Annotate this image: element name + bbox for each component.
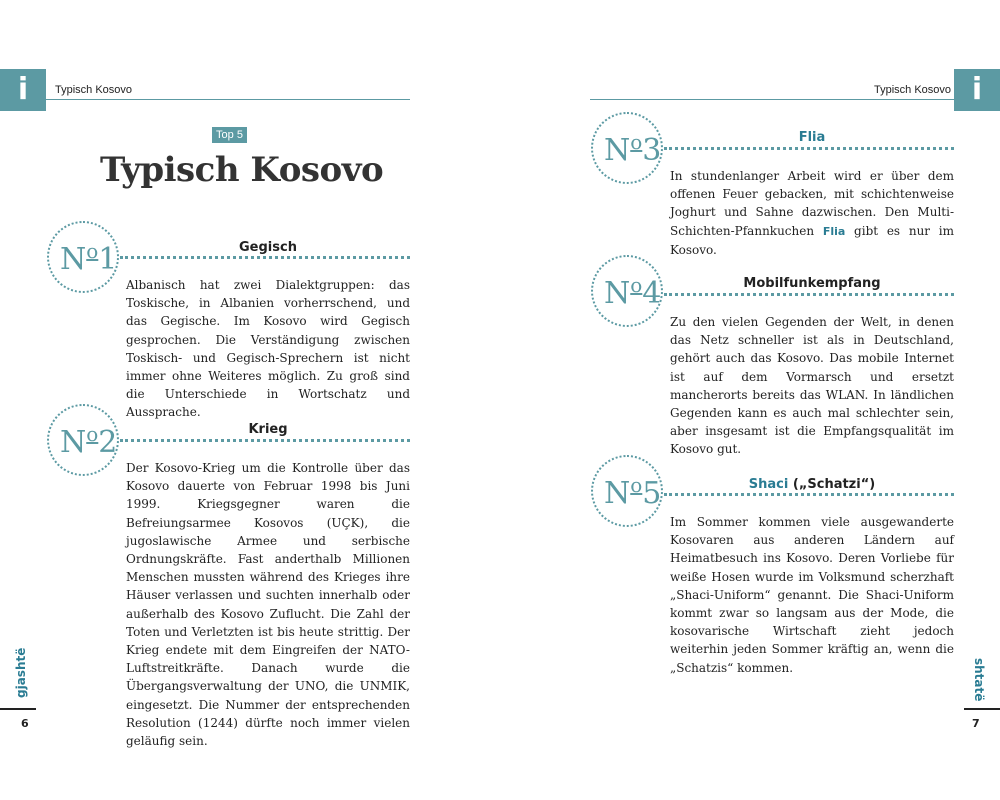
highlight-term: Flia <box>822 224 846 238</box>
right-footer-rule <box>964 708 1000 710</box>
section-number: $N^o4$ <box>604 273 662 311</box>
section-text: Zu den vielen Gegenden der Welt, in denen das Netz schneller ist als in Deutschland, gehört auch das Kosovo. Das mobile Internet ist auf dem Vormarsch und ersetzt mancherorts bereits das WLAN. In ländlichen Gegenden kann es auch mal schlechter sein, aber insgesamt ist die Empfangsqualität im Kosovo gut. <box>670 315 954 457</box>
section-title: Gegisch <box>239 240 297 255</box>
right-page-number: 7 <box>972 717 980 730</box>
info-icon-right: i <box>954 69 1000 111</box>
dotted-rule <box>120 256 410 259</box>
left-page-number: 6 <box>21 717 29 730</box>
section-number: $N^o2$ <box>60 422 118 460</box>
page-title: Typisch Kosovo <box>100 150 384 190</box>
dotted-rule <box>664 293 954 296</box>
section-number: $N^o1$ <box>60 239 118 277</box>
left-header-rule <box>46 99 410 100</box>
dotted-rule <box>120 439 410 442</box>
dotted-rule <box>664 147 954 150</box>
section-title: Flia <box>798 130 826 145</box>
section-text: Im Sommer kommen viele ausgewanderte Kosovaren aus anderen Ländern auf Heimatbesuch ins Kosovo. Deren Vorliebe für weiße Hosen wurde im Volksmund scherzhaft „Shaci-Uniform“ genannt. Die Shaci-Uniform kommt zwar so langsam aus der Mode, die kosovarische Wirtschaft zieht jedoch weiterhin jeden Sommer kräftig an, wenn die „Schatzis“ kommen. <box>670 515 954 675</box>
dotted-rule <box>664 493 954 496</box>
left-footer-rule <box>0 708 36 710</box>
top5-badge: Top 5 <box>212 127 247 143</box>
section-title: Shaci („Schatzi“) <box>748 477 876 492</box>
section-text: Albanisch hat zwei Dialektgruppen: das Toskische, in Albanien vorherrschend, und das Gegische. Im Kosovo wird Gegisch gesprochen. Die Verständigung zwischen Toskisch- und Gegisch-Sprechern ist nicht immer ohne Weiteres möglich. Zu groß sind die Unterschiede in Wortschatz und Aussprache. <box>126 278 410 420</box>
left-running-title: Typisch Kosovo <box>55 84 133 96</box>
section-text: Der Kosovo-Krieg um die Kontrolle über das Kosovo dauerte von Februar 1998 bis Juni 1999. Kriegsgegner waren die Befreiungsarmee Kosovos (UÇK), die jugoslawische Armee und serbische Ordnungskräfte. Fast anderthalb Millionen Menschen mussten während des Krieges ihre Häuser verlassen und suchten innerhalb oder außerhalb des Kosovo Zuflucht. Die Zahl der Toten und Verletzten ist bis heute strittig. Der Krieg endete mit dem Eingreifen der NATO-Luftstreitkräfte. Danach wurde die Übergangsverwaltung der UNO, die UNMIK, eingesetzt. Die Nummer der entsprechenden Resolution (1244) dürfte noch immer vielen geläufig sein. <box>126 461 410 749</box>
section-number: $N^o5$ <box>604 473 662 511</box>
right-running-title: Typisch Kosovo <box>874 84 952 96</box>
left-side-word: gjashtë <box>14 647 28 698</box>
right-header-rule <box>590 99 954 100</box>
info-icon: i <box>0 69 46 111</box>
section-number: $N^o3$ <box>604 130 662 168</box>
section-text: In stundenlanger Arbeit wird er über dem offenen Feuer gebacken, mit schichtenweise Joghurt und Sahne dazwischen. Den Multi-Schichten-Pfannkuchen Flia gibt es nur im Kosovo. <box>670 169 955 257</box>
section-title: Mobilfunkempfang <box>743 276 881 291</box>
section-title: Krieg <box>248 422 288 437</box>
right-side-word: shtatë <box>972 658 986 702</box>
